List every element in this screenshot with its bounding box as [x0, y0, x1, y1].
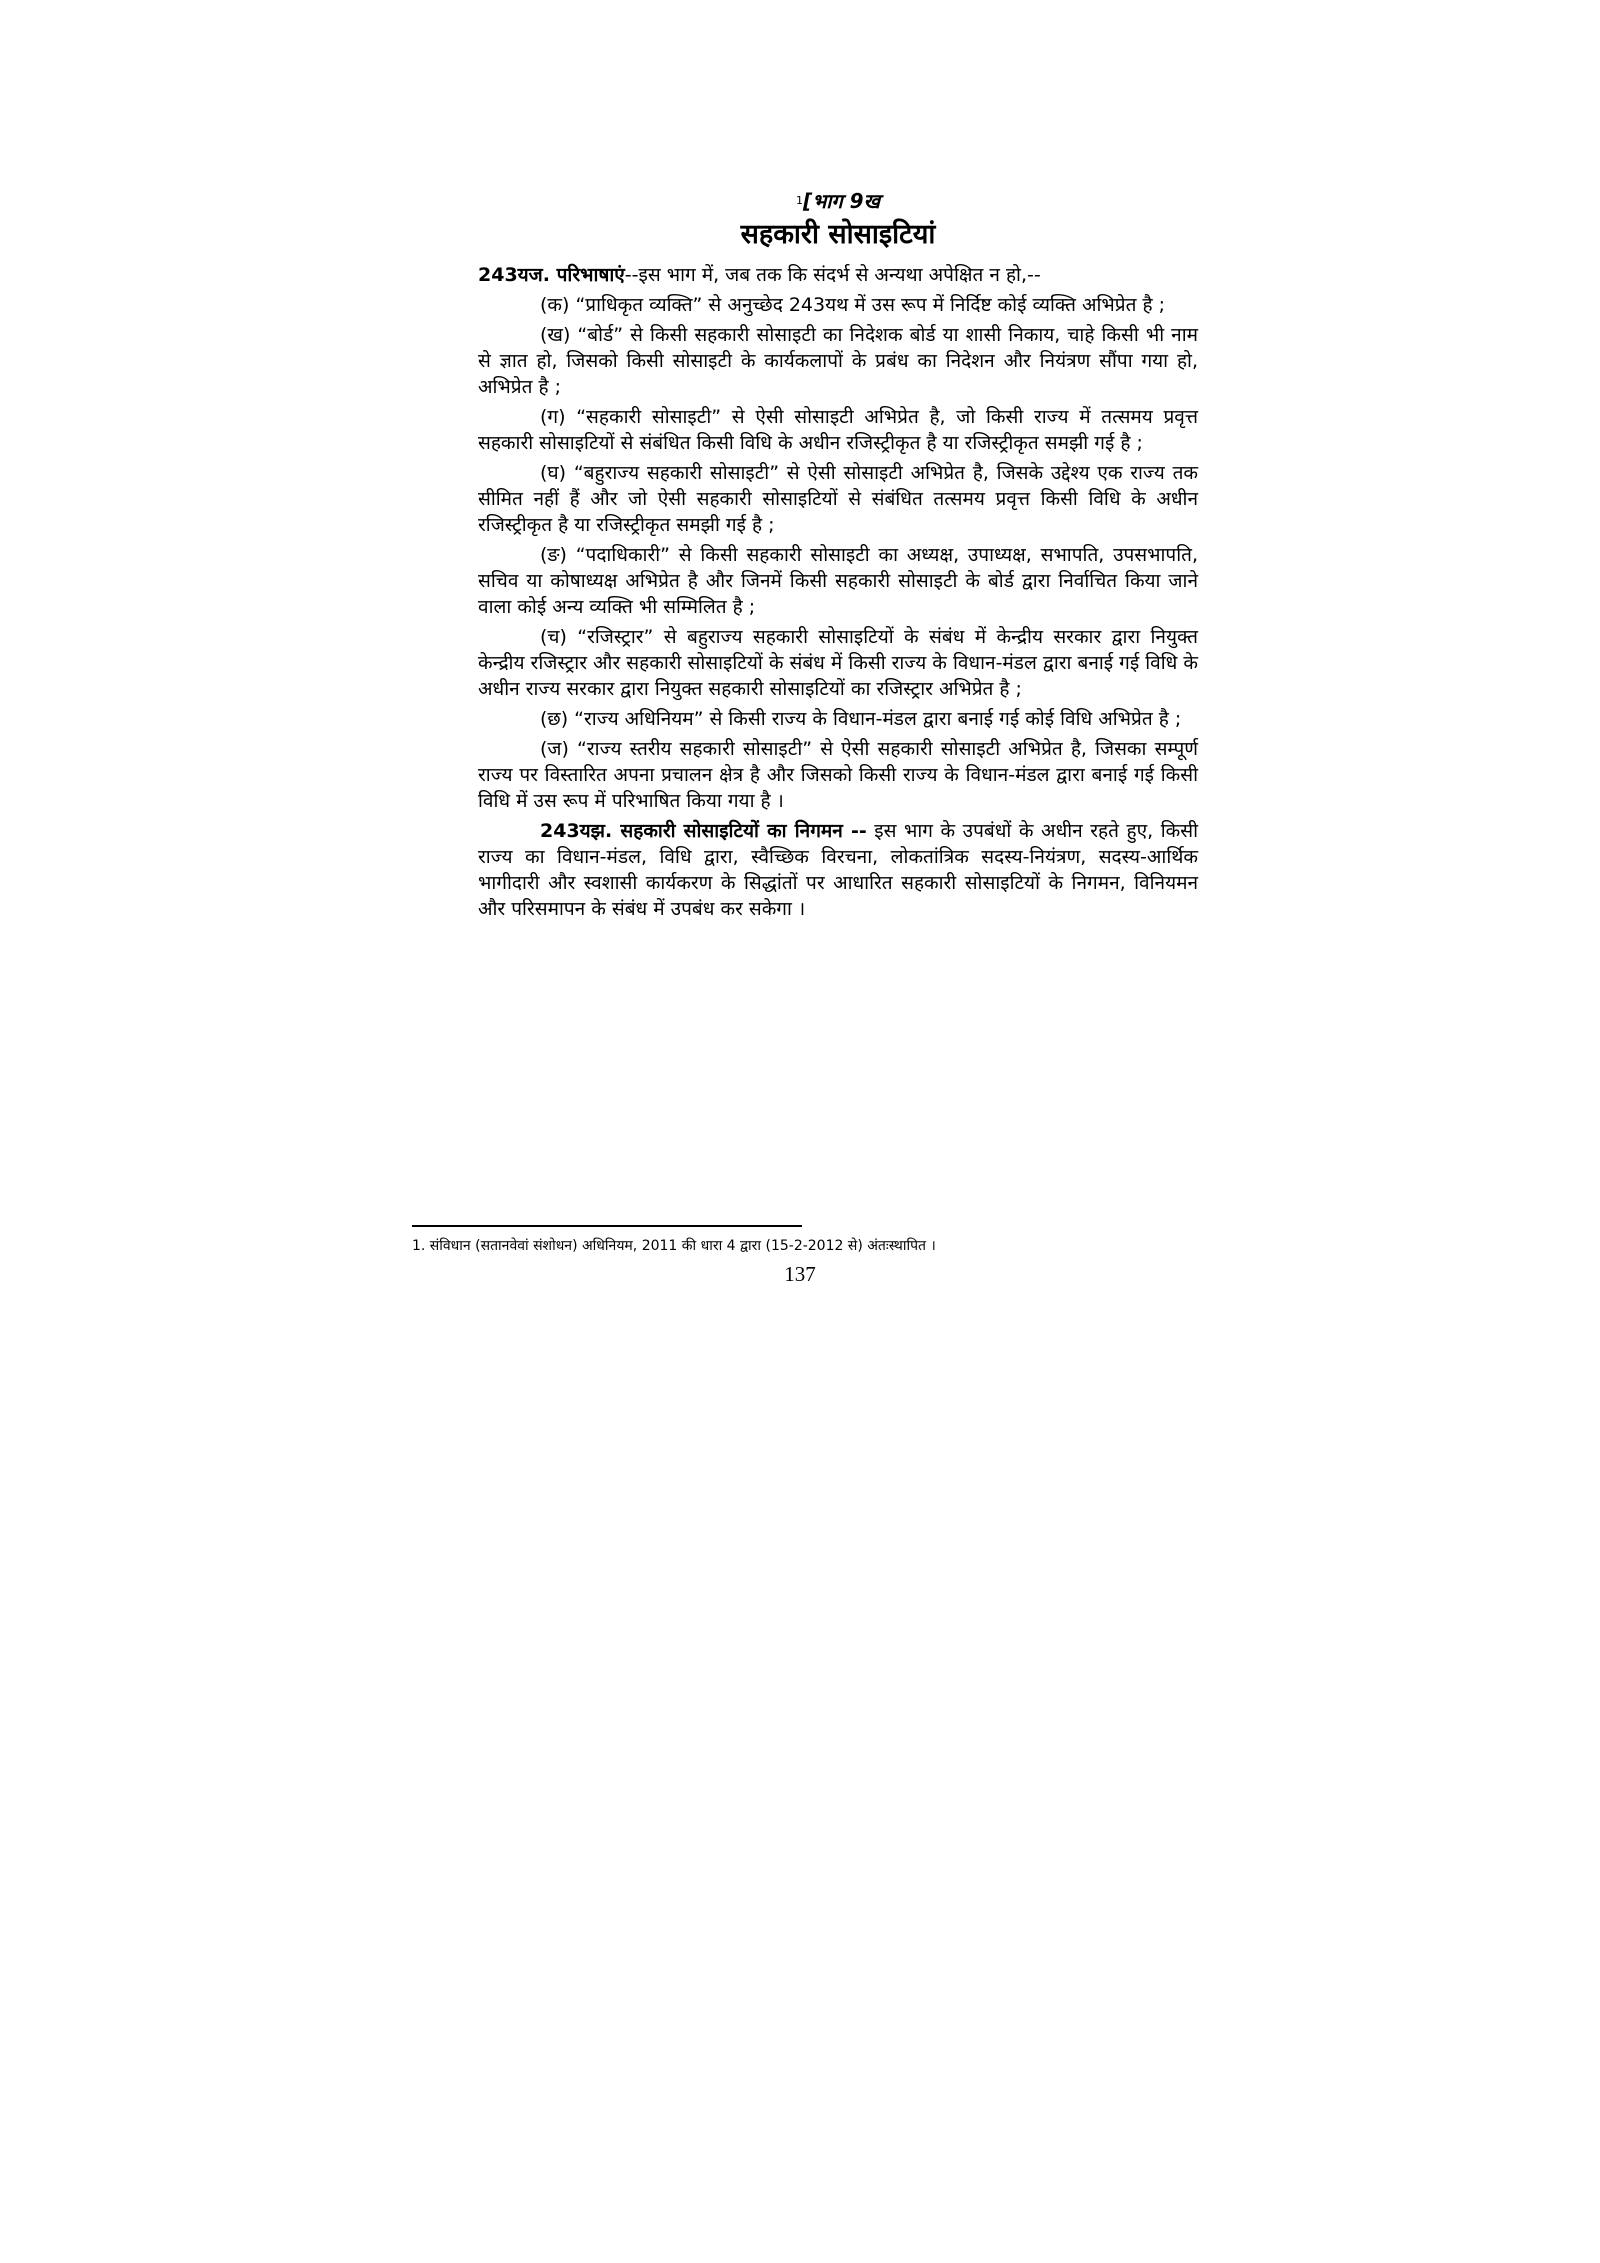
part-label: [भाग 9ख	[803, 189, 880, 213]
footnote: 1. संविधान (सतानवेवां संशोधन) अधिनियम, 2011 की धारा 4 द्वारा (15-2-2012 से) अंतःस्थापित ।	[412, 1238, 936, 1254]
clause-ka: (क) “प्राधिकृत व्यक्ति” से अनुच्छेद 243यथ में उस रूप में निर्दिष्ट कोई व्यक्ति अभिप्रेत है ;	[540, 294, 1165, 316]
clause-ja: (ज) “राज्य स्तरीय सहकारी सोसाइटी” से ऐसी सहकारी सोसाइटी अभिप्रेत है, जिसका सम्पूर्ण राज्य पर विस्तारित अपना प्रचालन क्षेत्र है और जिसको किसी राज्य के विधान-मंडल द्वारा बनाई गई किसी विधि में उस रूप में परिभाषित किया गया है ।	[478, 738, 1198, 812]
clause-chha: (छ) “राज्य अधिनियम” से किसी राज्य के विधान-मंडल द्वारा बनाई गई कोई विधि अभिप्रेत है ;	[540, 708, 1182, 730]
section-intro: --इस भाग में, जब तक कि संदर्भ से अन्यथा अपेक्षित न हो,--	[624, 264, 1041, 286]
footnote-divider	[412, 1225, 802, 1227]
page-number: 137	[784, 1262, 816, 1286]
page-body	[478, 188, 1198, 926]
clause-cha: (च) “रजिस्ट्रार” से बहुराज्य सहकारी सोसाइटियों के संबंध में केन्द्रीय सरकार द्वारा नियुक्त केन्द्रीय रजिस्ट्रार और सहकारी सोसाइटियों के संबंध में किसी राज्य के विधान-मंडल द्वारा बनाई गई विधि के अधीन राज्य सरकार द्वारा नियुक्त सहकारी सोसाइटियों का रजिस्ट्रार अभिप्रेत है ;	[478, 626, 1198, 700]
section-body: इस भाग के उपबंधों के अधीन रहते हुए, किसी राज्य का विधान-मंडल, विधि द्वारा, स्वैच्छिक विरचना, लोकतांत्रिक सदस्य-नियंत्रण, सदस्य-आर्थिक भागीदारी और स्वशासी कार्यकरण के सिद्धांतों पर आधारित सहकारी सोसाइटियों के निगमन, विनियमन और परिसमापन के संबंध में उपबंध कर सकेगा ।	[478, 820, 1198, 920]
footnote-marker: 1	[796, 194, 804, 207]
section-243ZI	[478, 818, 1198, 922]
clause-gha: (घ) “बहुराज्य सहकारी सोसाइटी” से ऐसी सोसाइटी अभिप्रेत है, जिसके उद्देश्य एक राज्य तक सीमित नहीं हैं और जो ऐसी सहकारी सोसाइटियों से संबंधित तत्समय प्रवृत्त किसी विधि के अधीन रजिस्ट्रीकृत है या रजिस्ट्रीकृत समझी गई है ;	[478, 462, 1198, 536]
section-243ZH	[478, 262, 1198, 288]
clause-kha: (ख) “बोर्ड” से किसी सहकारी सोसाइटी का निदेशक बोर्ड या शासी निकाय, चाहे किसी भी नाम से ज्ञात हो, जिसको किसी सोसाइटी के कार्यकलापों के प्रबंध का निदेशन और नियंत्रण सौंपा गया हो, अभिप्रेत है ;	[478, 324, 1198, 398]
part-heading	[478, 188, 1198, 214]
page-title: सहकारी सोसाइटियां	[740, 219, 936, 250]
section-heading: 243यज. परिभाषाएं	[478, 264, 625, 286]
clause-ga: (ग) “सहकारी सोसाइटी” से ऐसी सोसाइटी अभिप्रेत है, जो किसी राज्य में तत्समय प्रवृत्त सहकारी सोसाइटियों से संबंधित किसी विधि के अधीन रजिस्ट्रीकृत है या रजिस्ट्रीकृत समझी गई है ;	[478, 406, 1198, 454]
section-heading: 243यझ. सहकारी सोसाइटियों का निगमन --	[540, 820, 867, 842]
clause-nga: (ङ) “पदाधिकारी” से किसी सहकारी सोसाइटी का अध्यक्ष, उपाध्यक्ष, सभापति, उपसभापति, सचिव या कोषाध्यक्ष अभिप्रेत है और जिनमें किसी सहकारी सोसाइटी के बोर्ड द्वारा निर्वाचित किया जाने वाला कोई अन्य व्यक्ति भी सम्मिलित है ;	[478, 544, 1198, 618]
